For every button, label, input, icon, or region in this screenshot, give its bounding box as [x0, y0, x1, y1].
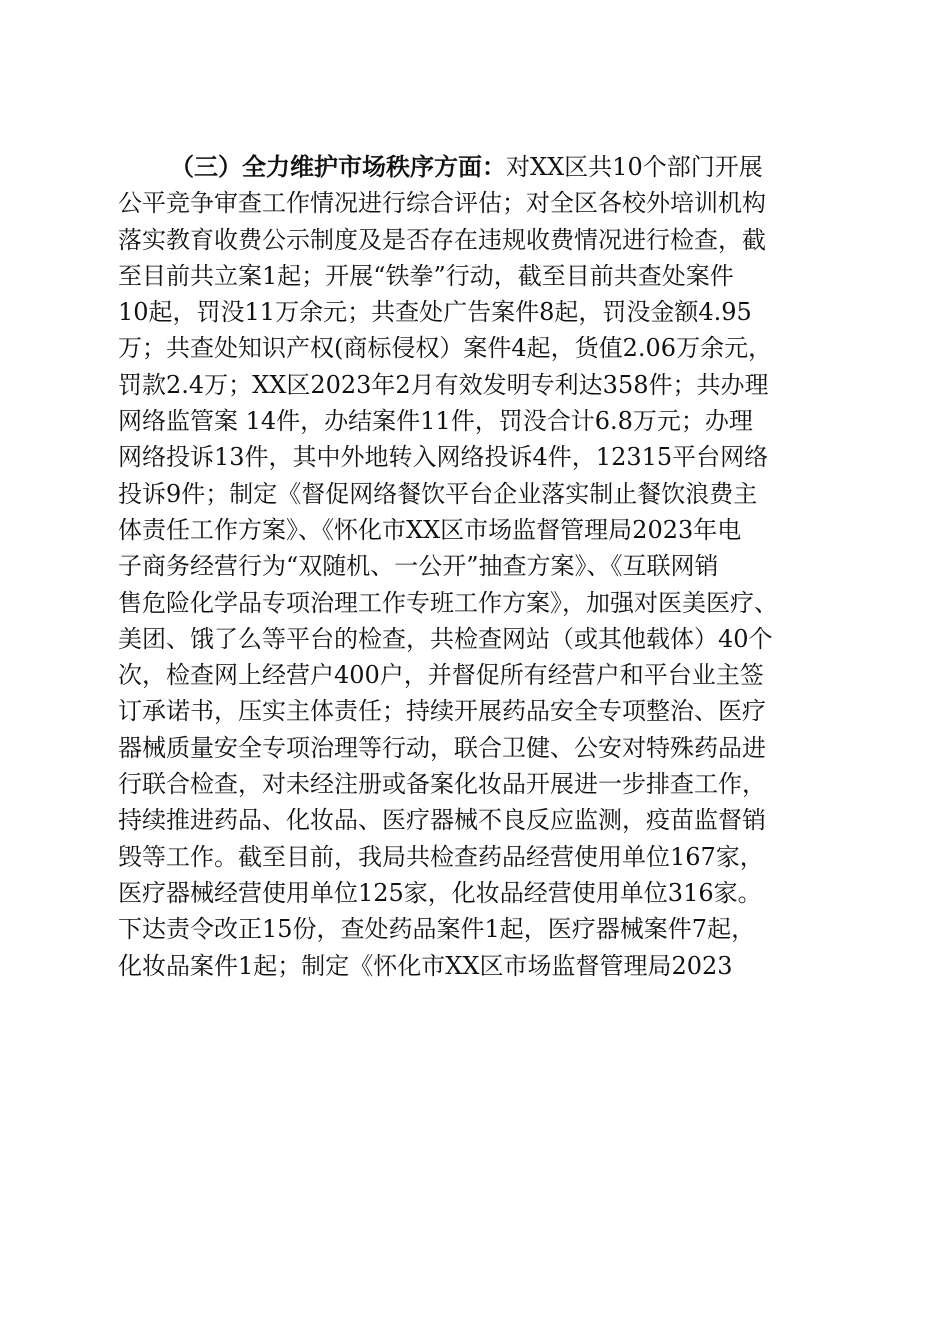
paragraph-line: 行联合检查，对未经注册或备案化妆品开展进一步排查工作，	[118, 770, 766, 799]
paragraph-line: 毁等工作。截至目前，我局共检查药品经营使用单位167家，	[118, 842, 764, 871]
paragraph-line: 医疗器械经营使用单位125家，化妆品经营使用单位316家。	[118, 878, 762, 907]
body-paragraph	[118, 149, 848, 984]
paragraph-line: 化妆品案件1起；制定《怀化市XX区市场监督管理局2023	[118, 951, 733, 980]
paragraph-text: 对XX区共10个部门开展	[506, 153, 763, 181]
paragraph-line: 下达责令改正15份，查处药品案件1起，医疗器械案件7起，	[118, 915, 756, 944]
paragraph-line: 售危险化学品专项治理工作专班工作方案》，加强对医美医疗、	[118, 588, 778, 617]
paragraph-line: 持续推进药品、化妆品、医疗器械不良反应监测，疫苗监督销	[118, 806, 766, 835]
paragraph-line: 公平竞争审查工作情况进行综合评估；对全区各校外培训机构	[118, 189, 766, 218]
paragraph-line: 次，检查网上经营户400户，并督促所有经营户和平台业主签	[118, 661, 764, 690]
paragraph-line: 10起，罚没11万余元；共查处广告案件8起，罚没金额4.95	[118, 298, 752, 327]
paragraph-line: 落实教育收费公示制度及是否存在违规收费情况进行检查，截	[118, 225, 766, 254]
paragraph-line: 万；共查处知识产权(商标侵权）案件4起，货值2.06万余元，	[118, 334, 773, 363]
paragraph-line: 至目前共立案1起；开展“铁拳”行动，截至目前共查处案件	[118, 261, 734, 290]
paragraph-line: 网络监管案 14件，办结案件11件，罚没合计6.8万元；办理	[118, 407, 753, 436]
section-heading: （三）全力维护市场秩序方面：	[170, 153, 506, 181]
paragraph-line: 体责任工作方案》、《怀化市XX区市场监督管理局2023年电	[118, 515, 742, 544]
paragraph-line	[118, 149, 848, 185]
paragraph-line: 子商务经营行为“双随机、一公开”抽查方案》、《互联网销	[118, 552, 719, 581]
paragraph-line: 订承诺书，压实主体责任；持续开展药品安全专项整治、医疗	[118, 697, 766, 726]
paragraph-line: 美团、饿了么等平台的检查，共检查网站（或其他载体）40个	[118, 624, 773, 653]
paragraph-line: 投诉9件；制定《督促网络餐饮平台企业落实制止餐饮浪费主	[118, 479, 758, 508]
paragraph-line: 罚款2.4万；XX区2023年2月有效发明专利达358件；共办理	[118, 370, 769, 399]
paragraph-line: 器械质量安全专项治理等行动，联合卫健、公安对特殊药品进	[118, 733, 766, 762]
paragraph-line: 网络投诉13件，其中外地转入网络投诉4件，12315平台网络	[118, 443, 769, 472]
